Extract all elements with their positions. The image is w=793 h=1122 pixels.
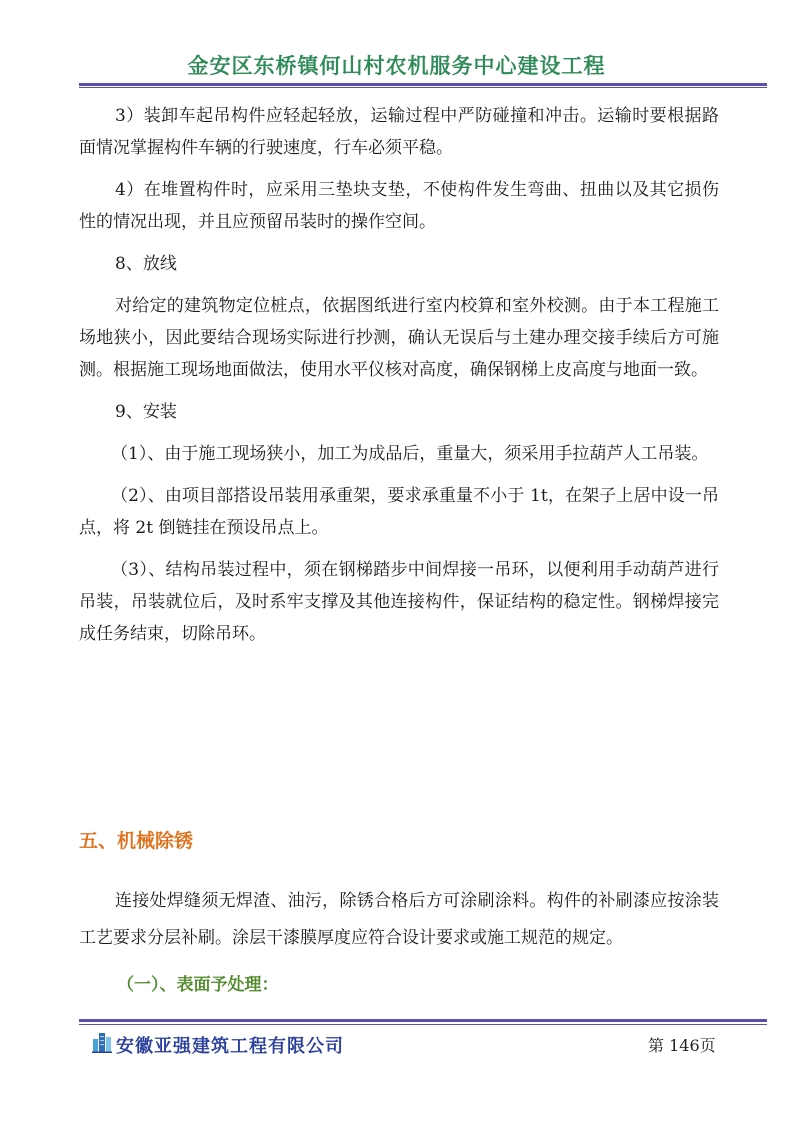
- body-content: [79, 100, 719, 650]
- section-content: [79, 883, 719, 957]
- paragraph-install-1: （1）、由于施工现场狭小，加工为成品后，重量大，须采用手拉葫芦人工吊装。: [111, 444, 709, 464]
- section-heading-derusting: 五、机械除锈: [79, 830, 194, 852]
- heading-installation: 9、安装: [115, 402, 177, 422]
- paragraph-install-2: （2）、由项目部搭设吊装用承重架，要求承重量不小于 1t，在架子上居中设一吊点，将 2t 倒链挂在预设吊点上。: [79, 486, 719, 538]
- paragraph-item-3: 3）装卸车起吊构件应轻起轻放，运输过程中严防碰撞和冲击。运输时要根据路面情况掌握构件车辆的行驶速度，行车必须平稳。: [79, 106, 719, 158]
- document-header-title: 金安区东桥镇何山村农机服务中心建设工程: [187, 54, 606, 78]
- paragraph-derusting: 连接处焊缝须无焊渣、油污，除锈合格后方可涂刷涂料。构件的补刷漆应按涂装工艺要求分层补刷。涂层干漆膜厚度应符合设计要求或施工规范的规定。: [79, 891, 719, 948]
- paragraph-install-3: （3）、结构吊装过程中，须在钢梯踏步中间焊接一吊环，以便利用手动葫芦进行吊装，吊装就位后，及时系牢支撑及其他连接构件，保证结构的稳定性。钢梯焊接完成任务结束，切除吊环。: [79, 560, 719, 644]
- footer-page-number: 第 146页: [648, 1036, 716, 1055]
- header-rule-thick: [79, 83, 767, 86]
- building-logo-icon: [92, 1031, 112, 1053]
- footer-rule-thick: [79, 1019, 767, 1022]
- subheading-surface-pretreatment: （一）、表面予处理：: [117, 975, 279, 995]
- paragraph-item-4: 4）在堆置构件时，应采用三垫块支垫，不使构件发生弯曲、扭曲以及其它损伤性的情况出现，并且应预留吊装时的操作空间。: [79, 180, 719, 232]
- header-rule-thin: [79, 87, 767, 88]
- heading-setting-out: 8、放线: [115, 254, 177, 274]
- paragraph-setting-out: 对给定的建筑物定位桩点，依据图纸进行室内校算和室外校测。由于本工程施工场地狭小，因此要结合现场实际进行抄测，确认无误后与土建办理交接手续后方可施测。根据施工现场地面做法，使用水平仪核对高度，确保钢梯上皮高度与地面一致。: [79, 296, 719, 380]
- footer-rule-thin: [79, 1024, 767, 1025]
- footer-company-name: 安徽亚强建筑工程有限公司: [116, 1036, 344, 1057]
